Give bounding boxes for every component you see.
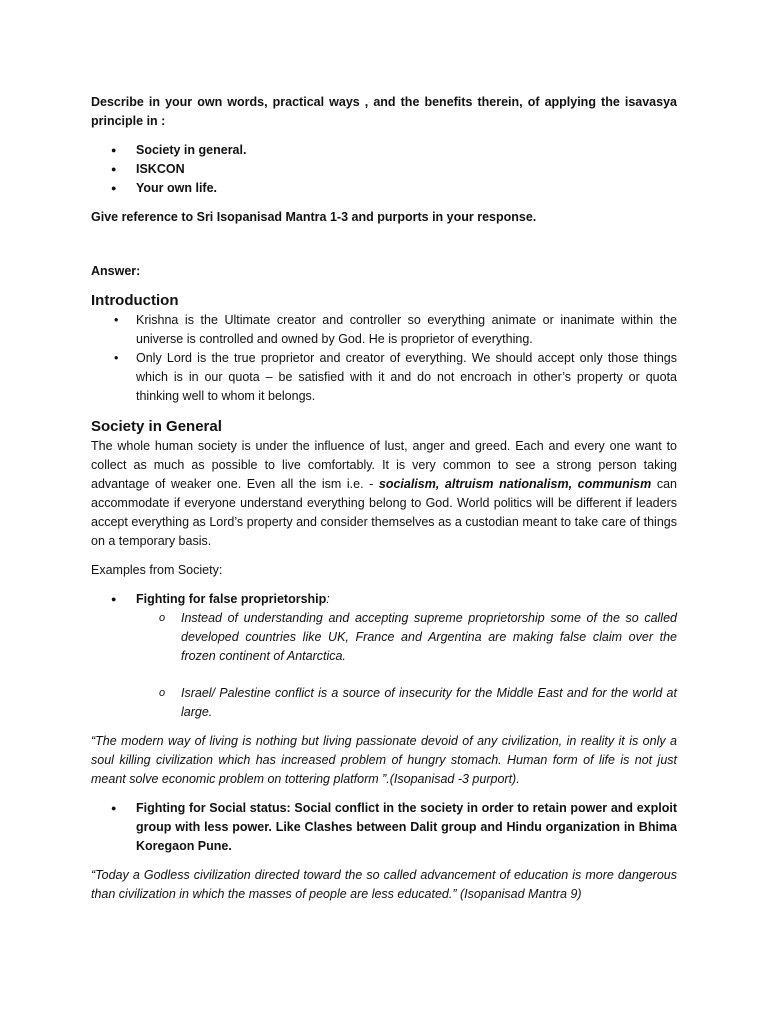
question-items <box>91 141 677 198</box>
quote-2: “Today a Godless civilization directed toward the so called advancement of education is more dangerous than civilization in which the masses of people are less educated.” (Isopanisad Mantra 9) <box>91 868 677 901</box>
example1-title: Fighting for false proprietorship <box>136 592 327 606</box>
introduction-heading: Introduction <box>91 292 179 309</box>
example2 <box>91 799 677 856</box>
example1 <box>91 590 677 609</box>
introduction-points <box>91 311 677 406</box>
question-item: ● Your own life. <box>91 179 677 198</box>
example2-item <box>91 799 677 856</box>
quote-1: “The modern way of living is nothing but living passionate devoid of any civilization, in reality it is only a soul killing civilization which has increased problem of hungry stomach. Human form of life is not just meant solve economic problem on tottering platform ”.(Isopanisad -3 purport). <box>91 734 677 786</box>
example1-subs <box>91 609 677 722</box>
example2-title: Fighting for Social status: <box>136 801 291 815</box>
question-reference: Give reference to Sri Isopanisad Mantra 1-3 and purports in your response. <box>91 210 537 224</box>
society-paragraph-part2: can accommodate if everyone understand everything belong to God. World politics will be different if leaders accept everything as Lord’s property and consider themselves as a custodian meant to take care of things on a temporary basis. <box>91 477 677 548</box>
answer-label: Answer: <box>91 264 141 278</box>
example1-sub: o Instead of understanding and accepting supreme proprietorship some of the so called developed countries like UK, France and Argentina are making false claim over the frozen continent of Antarctica. <box>181 609 677 666</box>
society-paragraph <box>91 437 677 551</box>
question-item: ● Society in general. <box>91 141 677 160</box>
introduction-point: • Only Lord is the true proprietor and creator of everything. We should accept only those things which is in our quota – be satisfied with it and do not encroach in other’s property or quota thinking well to whom it belongs. <box>91 349 677 406</box>
example1-sub: o Israel/ Palestine conflict is a source of insecurity for the Middle East and for the world at large. <box>181 684 677 722</box>
society-heading: Society in General <box>91 418 222 435</box>
introduction-point: • Krishna is the Ultimate creator and controller so everything animate or inanimate within the universe is controlled and owned by God. He is proprietor of everything. <box>91 311 677 349</box>
example1-item <box>91 590 677 609</box>
question-item: ● ISKCON <box>91 160 677 179</box>
society-isms: socialism, altruism nationalism, communism <box>378 477 652 491</box>
society-paragraph-part1: The whole human society is under the influence of lust, anger and greed. Each and every one want to collect as much as possible to live comfortably. It is very common to see a strong person taking advantage of weaker one. Even all the ism i.e. - <box>91 439 677 491</box>
examples-label: Examples from Society: <box>91 563 223 577</box>
example2-text: Social conflict in the society in order to retain power and exploit group with less power. Like Clashes between Dalit group and Hindu organization in Bhima Koregaon Pune. <box>136 801 677 853</box>
question-prompt: Describe in your own words, practical ways , and the benefits therein, of applying the isavasya principle in : <box>91 95 677 128</box>
example1-colon: : <box>326 592 330 606</box>
